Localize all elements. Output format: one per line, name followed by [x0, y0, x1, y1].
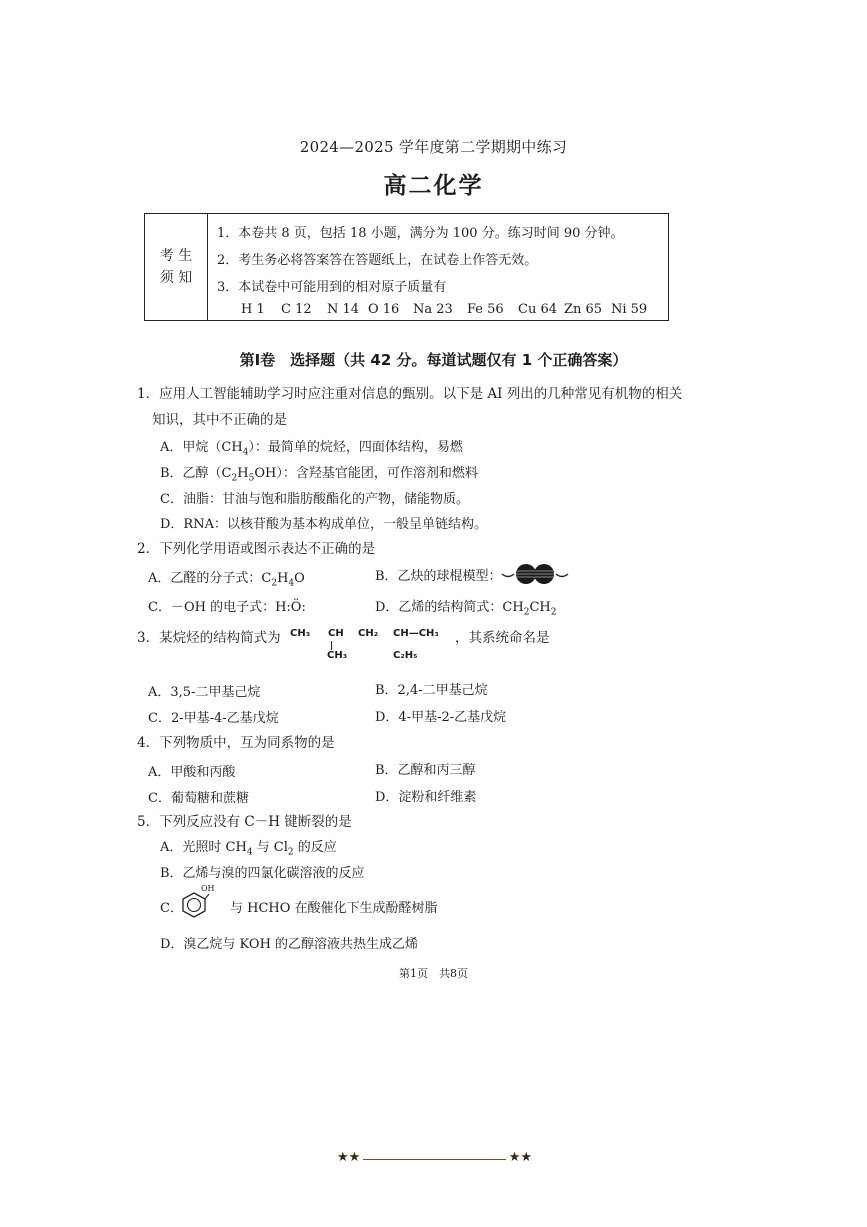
q4-option-b: B．乙醇和丙三醇 [375, 763, 476, 778]
mass-na: Na 23 [413, 302, 453, 317]
q5-option-c-text: 与 HCHO 在酸催化下生成酚醛树脂 [230, 901, 438, 916]
q3-stem-prefix: 3．某烷烃的结构简式为 [137, 630, 281, 646]
q3-option-a: A．3,5-二甲基己烷 [148, 685, 261, 700]
mass-c: C 12 [281, 302, 312, 317]
page-footer: 第1页 共8页 [399, 967, 468, 980]
q1-option-a: A．甲烷$(CH_4)$：最简单的烷烃，四面体结构，易燃 [160, 440, 463, 458]
section-title: 第Ⅰ卷 选择题（共 42 分。每道试题仅有 1 个正确答案） [239, 351, 628, 369]
q1-stem-line2: 知识，其中不正确的是 [152, 412, 287, 428]
decoration-line [363, 1159, 506, 1160]
mass-n: N 14 [327, 302, 360, 317]
q3-structural-formula [290, 624, 455, 664]
star-icon-right: ★★ [508, 1150, 532, 1165]
mass-zn: Zn 65 [564, 302, 603, 317]
q3-option-c: C．2-甲基-4-乙基戊烷 [148, 711, 279, 726]
q5-option-d: D．溴乙烷与 KOH 的乙醇溶液共热生成乙烯 [160, 937, 419, 952]
notice-item-3: 3．本试卷中可能用到的相对原子质量有 [217, 280, 447, 295]
q3-formula-ch-a: CH [328, 628, 344, 639]
acetylene-ball-stick-model [500, 562, 570, 586]
q1-option-b: B．乙醇$(C_2H_5OH)$：含羟基官能团，可作溶剂和燃料 [160, 466, 478, 484]
q4-option-d: D．淀粉和纤维素 [375, 790, 477, 805]
q1-option-d: D．RNA：以核苷酸为基本构成单位，一般呈单链结构。 [160, 517, 487, 532]
q3-formula-ch3-branch: CH₃ [327, 650, 348, 661]
q2-stem: 2．下列化学用语或图示表达不正确的是 [137, 541, 376, 557]
q4-stem: 4．下列物质中，互为同系物的是 [137, 735, 335, 751]
mass-o: O 16 [368, 302, 400, 317]
mass-ni: Ni 59 [611, 302, 648, 317]
exam-header: 2024—2025 学年度第二学期期中练习 [299, 138, 568, 156]
notice-item-2: 2．考生务必将答案答在答题纸上，在试卷上作答无效。 [217, 253, 538, 268]
mass-cu: Cu 64 [518, 302, 557, 317]
exam-title: 高二化学 [383, 173, 484, 199]
q3-formula-ch-b: CH—CH₃ [393, 628, 439, 639]
notice-item-1: 1．本卷共 8 页，包括 18 小题，满分为 100 分。练习时间 90 分钟。 [217, 226, 624, 241]
q2-option-b: B．乙炔的球棍模型： [375, 569, 502, 584]
notice-label [145, 214, 208, 320]
q3-bond-left [331, 641, 332, 650]
q3-option-b: B．2,4-二甲基己烷 [375, 683, 488, 698]
q5-stem: 5．下列反应没有 C－H 键断裂的是 [137, 814, 352, 830]
q5-option-b: B．乙烯与溴的四氯化碳溶液的反应 [160, 866, 365, 881]
phenol-ring-icon [180, 889, 212, 921]
q4-option-c: C．葡萄糖和蔗糖 [148, 791, 249, 806]
q2-option-c: C．－OH 的电子式：H:Ö: [148, 600, 306, 615]
notice-label-line1: 考 生 [159, 248, 193, 264]
q5-option-c-label: C． [160, 901, 183, 916]
q1-stem-line1: 1．应用人工智能辅助学习时应注重对信息的甄别。以下是 AI 列出的几种常见有机物的相关 [137, 386, 683, 402]
q3-option-d: D．4-甲基-2-乙基戊烷 [375, 710, 507, 725]
phenol-oh-label: OH [201, 884, 215, 893]
q3-formula-c2h5: C₂H₅ [393, 650, 418, 661]
notice-box [144, 213, 669, 321]
q2-option-a: A．乙醛的分子式：$C_2H_4O$ [148, 571, 305, 589]
bottom-decoration [337, 1150, 532, 1170]
notice-label-line2: 须 知 [159, 270, 193, 286]
star-icon-left: ★★ [337, 1150, 361, 1165]
q3-formula-ch2: CH₂ [358, 628, 379, 639]
q3-stem-suffix: ，其系统命名是 [455, 630, 550, 646]
mass-h: H 1 [241, 302, 265, 317]
mass-fe: Fe 56 [467, 302, 504, 317]
q1-option-c: C．油脂：甘油与饱和脂肪酸酯化的产物，储能物质。 [160, 492, 469, 507]
q3-formula-ch3: CH₃ [290, 628, 311, 639]
q5-option-a: A．光照时 $CH_4$ 与 $Cl_2$ 的反应 [160, 840, 337, 858]
q2-option-d: D．乙烯的结构简式：$CH_2CH_2$ [375, 600, 557, 618]
q4-option-a: A．甲酸和丙酸 [148, 765, 236, 780]
